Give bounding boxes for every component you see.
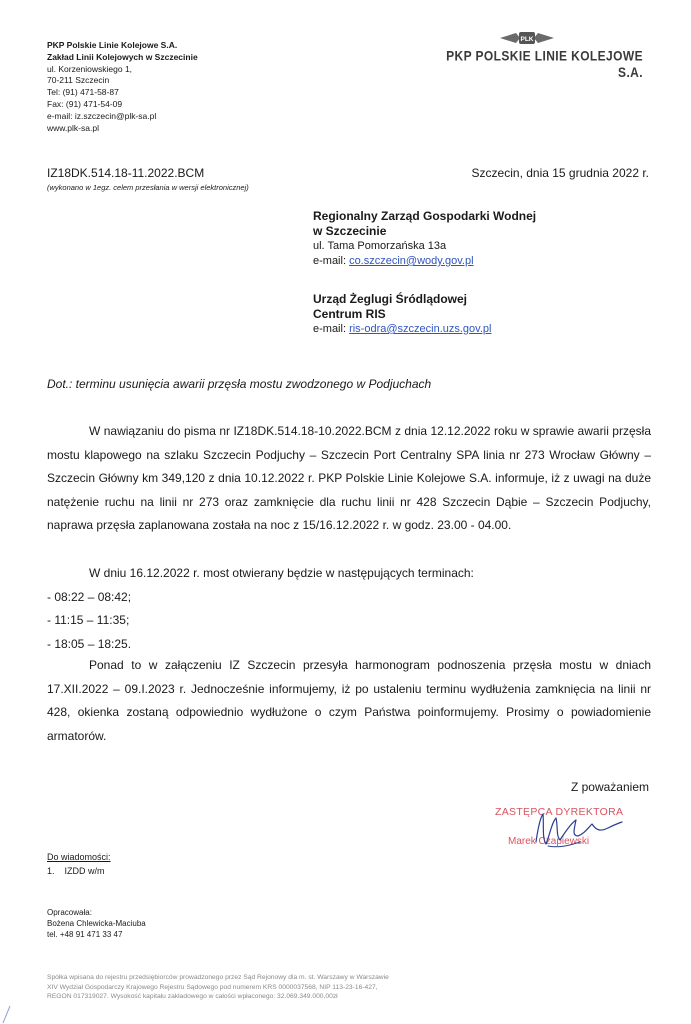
sender-tel: Tel: (91) 471-58-87 bbox=[47, 87, 119, 98]
emblem-text: PLK bbox=[520, 36, 534, 43]
sender-email: e-mail: iz.szczecin@plk-sa.pl bbox=[47, 110, 157, 121]
recipient-1 bbox=[313, 209, 536, 269]
recipient-2-name-line2: Centrum RIS bbox=[313, 307, 386, 321]
sender-block bbox=[47, 40, 198, 134]
legal-footer bbox=[47, 973, 389, 1002]
footer-line-3: REGON 017319027. Wysokość kapitału zakładowego w całości wpłaconego: 32.069.349.000,00zł bbox=[47, 993, 338, 1000]
reference-note: (wykonano w 1egz. celem przesłania w wersji elektronicznej) bbox=[47, 183, 249, 192]
reference-number: IZ18DK.514.18-11.2022.BCM bbox=[47, 166, 205, 180]
recipient-1-name-line2: w Szczecinie bbox=[313, 224, 387, 238]
recipient-2-email-link[interactable]: ris-odra@szczecin.uzs.gov.pl bbox=[349, 323, 492, 335]
sender-www: www.plk-sa.pl bbox=[47, 122, 99, 133]
recipient-2-email-row bbox=[313, 322, 491, 337]
body-paragraph-1: W nawiązaniu do pisma nr IZ18DK.514.18-10.2022.BCM z dnia 12.12.2022 roku w sprawie awarii przęsła mostu klapowego na szlaku Szczecin Podjuchy – Szczecin Port Centralny SPA linia nr 273 Wrocław Główny – Szczecin Główny km 349,120 z dnia 10.12.2022 r. PKP Polskie Linie Kolejowe S.A. informuje, iż z uwagi na duże natężenie ruchu na linii nr 273 oraz zamknięcie dla ruchu linii nr 428 Szczecin Dąbie – Szczecin Podjuchy, naprawa przęsła zaplanowana została na noc z 15/16.12.2022 r. w godz. 23.00 - 04.00. bbox=[47, 424, 651, 533]
scan-edge-mark bbox=[0, 1005, 12, 1024]
body-paragraph-3-block bbox=[47, 654, 651, 748]
footer-line-1: Spółka wpisana do rejestru przedsiębiorców prowadzonego przez Sąd Rejonowy dla m. st. Warszawy w Warszawie bbox=[47, 974, 389, 981]
time-window-1: - 08:22 – 08:42; bbox=[47, 589, 132, 604]
footer-line-2: XIV Wydział Gospodarczy Krajowego Rejestru Sądowego pod numerem KRS 0000037568, NIP 113-23-16-427, bbox=[47, 983, 378, 991]
body-paragraph-1-block bbox=[47, 420, 651, 538]
pkp-logo bbox=[428, 30, 643, 81]
sender-fax: Fax: (91) 471-54-09 bbox=[47, 98, 123, 109]
prepared-by-name: Bożena Chlewicka-Maciuba bbox=[47, 919, 146, 928]
notification-block bbox=[47, 850, 111, 878]
prepared-by-phone: tel. +48 91 471 33 47 bbox=[47, 930, 123, 939]
body-paragraph-2-block bbox=[47, 562, 651, 656]
notification-item-1: 1. IZDD w/m bbox=[47, 866, 105, 876]
closing-greeting: Z poważaniem bbox=[570, 780, 649, 794]
body-paragraph-3: Ponad to w załączeniu IZ Szczecin przesyła harmonogram podnoszenia przęsła mostu w dniach 17.XII.2022 – 09.I.2023 r. Jednocześnie informujemy, iż po ustaleniu terminu wydłużenia zamknięcia na linii nr 428, okienka zostaną odpowiednio wydłużone o czym Państwa poinformujemy. Prosimy o powiadomienie armatorów. bbox=[47, 658, 651, 743]
winged-emblem-icon bbox=[498, 30, 556, 46]
recipient-2 bbox=[313, 292, 491, 337]
recipient-1-address: ul. Tama Pomorzańska 13a bbox=[313, 240, 447, 252]
recipient-1-email-link[interactable]: co.szczecin@wody.gov.pl bbox=[349, 255, 474, 267]
sender-city: 70-211 Szczecin bbox=[47, 75, 110, 86]
subject-line: Dot.: terminu usunięcia awarii przęsła mostu zwodzonego w Podjuchach bbox=[47, 377, 432, 391]
recipient-1-name-line1: Regionalny Zarząd Gospodarki Wodnej bbox=[313, 209, 537, 223]
signature-stamp bbox=[488, 806, 643, 866]
time-window-2: - 11:15 – 11:35; bbox=[47, 613, 130, 628]
handwritten-signature-icon bbox=[488, 806, 643, 866]
recipient-1-email-label: e-mail: bbox=[313, 255, 350, 267]
stamp-name: Marek Czapiewski bbox=[508, 836, 590, 847]
recipient-1-email-row bbox=[313, 254, 536, 269]
recipient-2-name-line1: Urząd Żeglugi Śródlądowej bbox=[313, 292, 468, 306]
recipient-2-email-label: e-mail: bbox=[313, 323, 350, 335]
sender-street: ul. Korzeniowskiego 1, bbox=[47, 63, 133, 74]
sender-unit: Zakład Linii Kolejowych w Szczecinie bbox=[47, 51, 198, 62]
body-paragraph-2: W dniu 16.12.2022 r. most otwierany będzie w następujących terminach: bbox=[89, 566, 474, 580]
letter-date: Szczecin, dnia 15 grudnia 2022 r. bbox=[471, 166, 649, 180]
logo-name: PKP POLSKIE LINIE KOLEJOWE S.A. bbox=[446, 48, 643, 81]
notification-heading: Do wiadomości: bbox=[47, 852, 111, 862]
prepared-by-block bbox=[47, 907, 146, 940]
prepared-by-label: Opracowała: bbox=[47, 908, 92, 917]
stamp-title: ZASTĘPCA DYREKTORA bbox=[495, 806, 624, 818]
time-window-3: - 18:05 – 18:25. bbox=[47, 636, 132, 651]
sender-company: PKP Polskie Linie Kolejowe S.A. bbox=[47, 40, 178, 50]
